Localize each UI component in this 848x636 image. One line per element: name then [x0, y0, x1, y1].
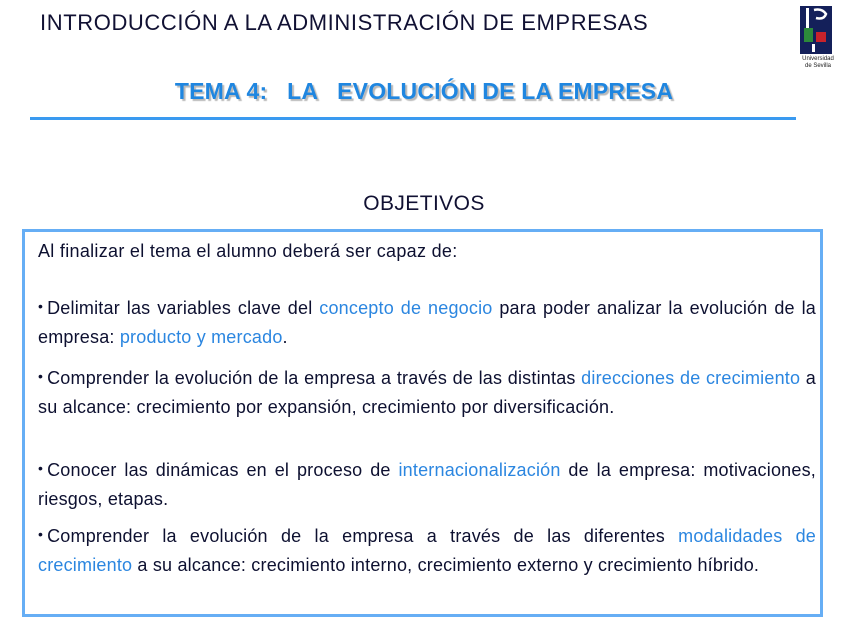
- bullet-text: Delimitar las variables clave del: [47, 298, 320, 318]
- bullet-dot-icon: •: [38, 460, 44, 476]
- bullet-text: de la empresa: motivaciones, riesgos, etapas.: [38, 460, 816, 509]
- bullet-highlight: internacionalización: [398, 460, 561, 480]
- bullet-text: Conocer las dinámicas en el proceso de: [47, 460, 399, 480]
- logo-caption-line1: Universidad: [802, 56, 834, 62]
- bullet-text: a su alcance: crecimiento interno, crecimiento externo y crecimiento híbrido.: [132, 555, 760, 575]
- bullet-highlight: direcciones de crecimiento: [581, 368, 801, 388]
- bullet-text: Comprender la evolución de la empresa a través de las diferentes: [47, 526, 679, 546]
- subtitle-underline: [30, 117, 796, 120]
- bullet-highlight: concepto de negocio: [319, 298, 493, 318]
- bullet-highlight: modalidades de crecimiento: [38, 526, 816, 575]
- intro-text: Al finalizar el tema el alumno deberá ser capaz de:: [38, 241, 458, 261]
- bullet-text: Comprender la evolución de la empresa a través de las distintas: [47, 368, 582, 388]
- slide-subtitle: TEMA 4: LA EVOLUCIÓN DE LA EMPRESA: [174, 78, 674, 104]
- logo-caption: [790, 56, 846, 70]
- bullet-highlight: producto y mercado: [119, 327, 283, 347]
- bullet-item: [38, 294, 816, 351]
- section-heading: OBJETIVOS: [363, 192, 485, 215]
- bullet-dot-icon: •: [38, 298, 44, 314]
- logo-caption-line2: de Sevilla: [804, 63, 831, 69]
- bullet-dot-icon: •: [38, 368, 44, 384]
- bullet-text: para poder analizar la evolución de la empresa:: [38, 298, 817, 347]
- bullet-text: .: [282, 327, 288, 347]
- bullet-dot-icon: •: [38, 526, 44, 542]
- course-title: INTRODUCCIÓN A LA ADMINISTRACIÓN DE EMPRESAS: [40, 10, 649, 35]
- bullet-item: [38, 522, 816, 579]
- bullet-text: a su alcance: crecimiento por expansión, crecimiento por diversificación.: [38, 368, 816, 417]
- bullet-item: [38, 364, 816, 421]
- bullet-item: [38, 456, 816, 513]
